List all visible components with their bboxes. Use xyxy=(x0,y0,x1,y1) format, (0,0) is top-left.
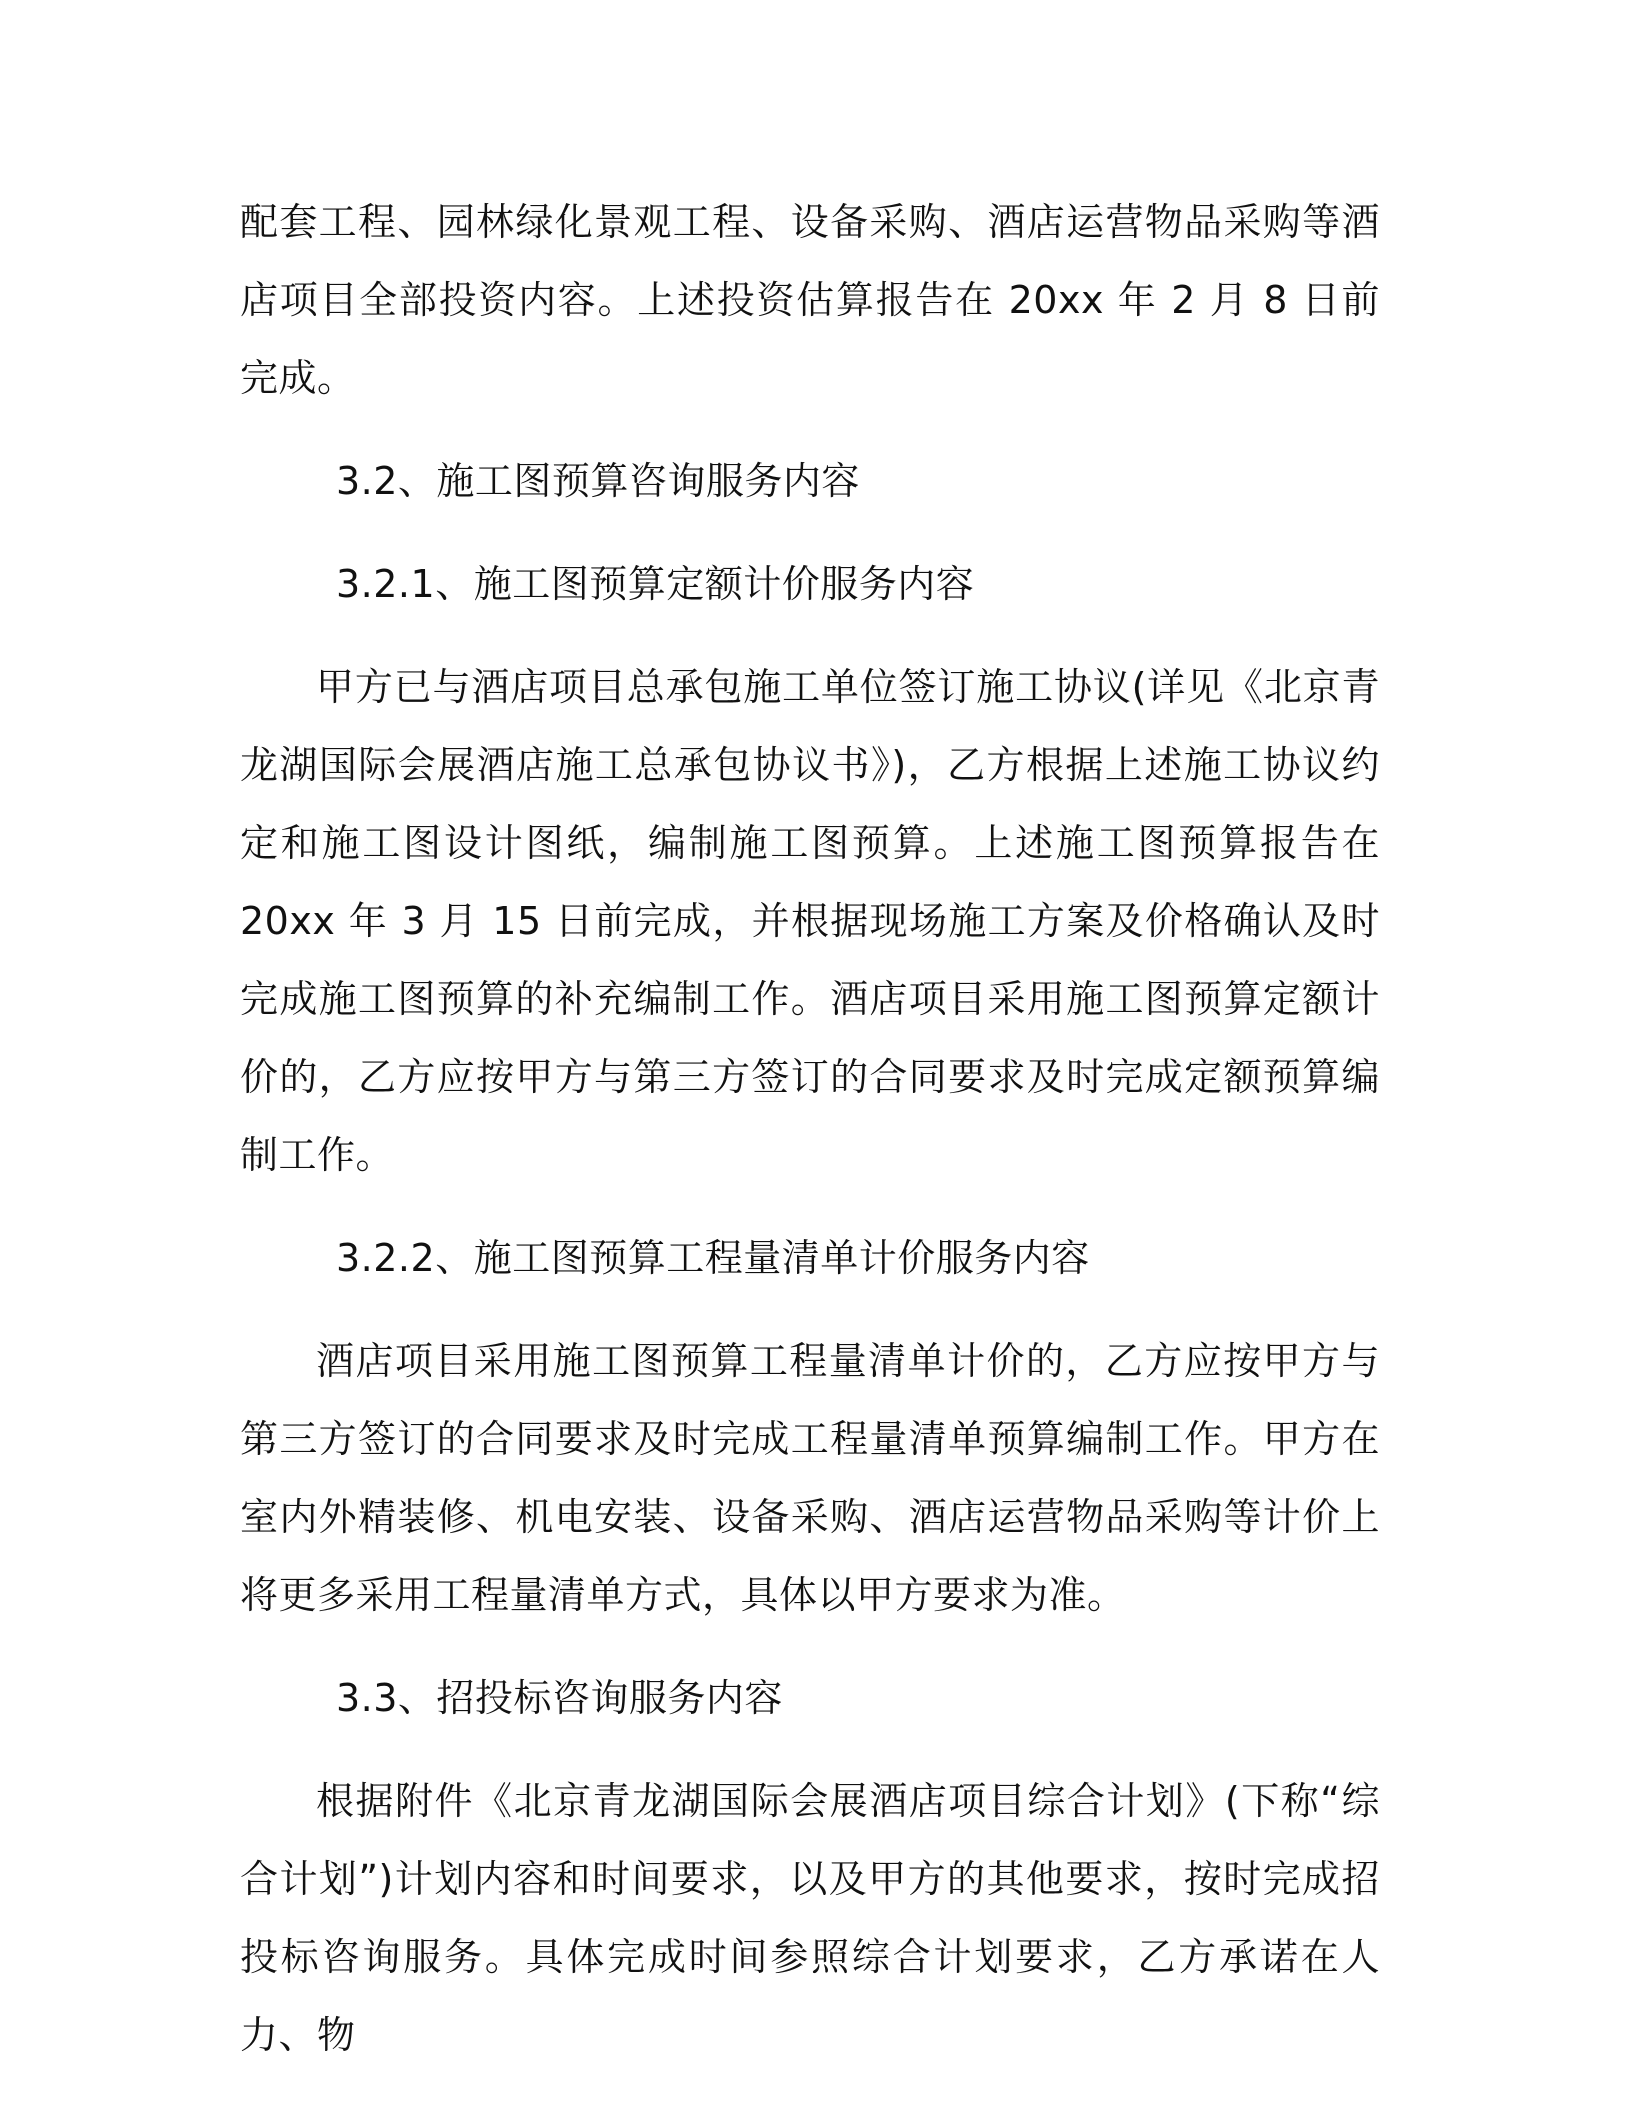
paragraph-investment-estimate: 配套工程、园林绿化景观工程、设备采购、酒店运营物品采购等酒店项目全部投资内容。上述投资估算报告在 20xx 年 2 月 8 日前完成。 xyxy=(240,200,1380,400)
paragraph-3-2-1: 甲方已与酒店项目总承包施工单位签订施工协议(详见《北京青龙湖国际会展酒店施工总承包协议书》)，乙方根据上述施工协议约定和施工图设计图纸，编制施工图预算。上述施工图预算报告在 20xx 年 3 月 15 日前完成，并根据现场施工方案及价格确认及时完成施工图预算的补充编制工作。酒店项目采用施工图预算定额计价的，乙方应按甲方与第三方签订的合同要求及时完成定额预算编制工作。 xyxy=(240,665,1380,1177)
heading-3-2: 3.2、施工图预算咨询服务内容 xyxy=(336,459,860,503)
heading-3-3: 3.3、招投标咨询服务内容 xyxy=(336,1676,783,1720)
heading-3-2-1: 3.2.1、施工图预算定额计价服务内容 xyxy=(336,562,975,606)
paragraph-3-3: 根据附件《北京青龙湖国际会展酒店项目综合计划》(下称“综合计划”)计划内容和时间要求，以及甲方的其他要求，按时完成招投标咨询服务。具体完成时间参照综合计划要求，乙方承诺在人力、物 xyxy=(240,1779,1380,2057)
paragraph-3-2-2: 酒店项目采用施工图预算工程量清单计价的，乙方应按甲方与第三方签订的合同要求及时完成工程量清单预算编制工作。甲方在室内外精装修、机电安装、设备采购、酒店运营物品采购等计价上将更多采用工程量清单方式，具体以甲方要求为准。 xyxy=(240,1339,1380,1617)
document-body xyxy=(240,183,1380,2074)
heading-3-2-2: 3.2.2、施工图预算工程量清单计价服务内容 xyxy=(336,1236,1090,1280)
